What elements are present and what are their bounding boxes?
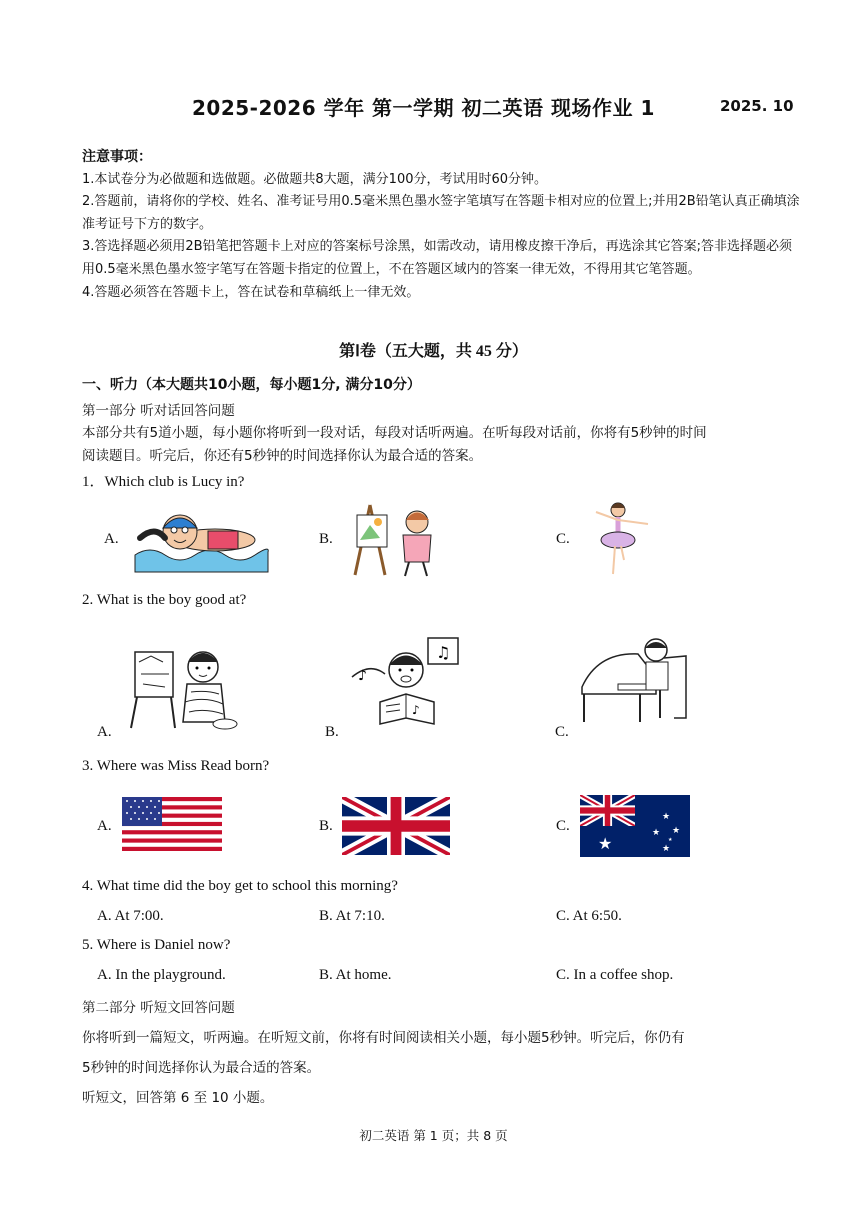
svg-text:★: ★ [672, 826, 681, 836]
part2-intro-line: 你将听到一篇短文，听两遍。在听短文前，你将有时间阅读相关小题，每小题5秒钟。听完后，你仍有 [82, 1030, 685, 1046]
svg-text:★: ★ [652, 828, 661, 838]
svg-text:★: ★ [662, 812, 671, 822]
notice-item: 4.答题必须答在答题卡上，答在试卷和草稿纸上一律无效。 [82, 284, 420, 300]
swimming-icon [130, 500, 270, 575]
svg-text:♪: ♪ [358, 668, 367, 684]
option-b: B. [319, 531, 333, 547]
part2-title: 第二部分 听短文回答问题 [82, 1000, 235, 1016]
question-2: 2. What is the boy good at? [82, 592, 247, 608]
option-b: B. [325, 724, 339, 740]
usa-flag-icon [122, 797, 222, 851]
svg-text:★: ★ [668, 837, 673, 843]
part2-intro-line: 5秒钟的时间选择你认为最合适的答案。 [82, 1060, 321, 1076]
notice-heading: 注意事项： [82, 149, 152, 165]
part1-intro-line: 本部分共有5道小题，每小题你将听到一段对话，每段对话听两遍。在听每段对话前，你将有5秒钟的时间 [82, 425, 707, 441]
option-c: C. At 6:50. [556, 908, 622, 924]
painting-icon [345, 500, 435, 580]
question-3: 3. Where was Miss Read born? [82, 758, 270, 774]
drawing-boy-icon [125, 632, 240, 732]
part2-instruction: 听短文，回答第 6 至 10 小题。 [82, 1090, 274, 1106]
section-title: 一、听力（本大题共10小题，每小题1分, 满分10分） [82, 377, 421, 393]
question-5: 5. Where is Daniel now? [82, 937, 231, 953]
svg-text:♪: ♪ [412, 703, 420, 717]
option-a: A. [97, 724, 112, 740]
option-a: A. At 7:00. [97, 908, 164, 924]
option-c: C. In a coffee shop. [556, 967, 674, 983]
option-c: C. [556, 531, 570, 547]
option-a: A. [104, 531, 119, 547]
singing-boy-icon [350, 632, 462, 732]
svg-text:★: ★ [662, 844, 671, 854]
exam-date: 2025. 10 [720, 97, 794, 115]
option-c: C. [555, 724, 569, 740]
option-c: C. [556, 818, 570, 834]
option-a: A. [97, 818, 112, 834]
notice-item: 3.答选择题必须用2B铅笔把答题卡上对应的答案标号涂黑，如需改动，请用橡皮擦干净后，再选涂其它答案;答非选择题必须用0.5毫米黑色墨水签字笔写在答题卡指定的位置上，不在答题区域内的答案一律无效，不得用其它笔答题。 [82, 239, 792, 277]
option-b: B. [319, 818, 333, 834]
page-footer: 初二英语 第 1 页；共 8 页 [359, 1128, 508, 1143]
question-4: 4. What time did the boy get to school this morning? [82, 878, 398, 894]
svg-text:★: ★ [598, 834, 613, 853]
australia-flag-icon [580, 795, 690, 857]
option-a: A. In the playground. [97, 967, 226, 983]
option-b: B. At home. [319, 967, 392, 983]
notice-block [82, 146, 802, 304]
uk-flag-icon [342, 797, 450, 855]
ballet-icon [586, 498, 656, 578]
notice-item: 1.本试卷分为必做题和选做题。必做题共8大题，满分100分，考试用时60分钟。 [82, 171, 548, 187]
piano-boy-icon [578, 632, 690, 732]
part-title: 第Ⅰ卷（五大题，共 45 分） [339, 343, 528, 360]
option-b: B. At 7:10. [319, 908, 385, 924]
notice-item: 2.答题前，请将你的学校、姓名、准考证号用0.5毫米黑色墨水签字笔填写在答题卡相对应的位置上;并用2B铅笔认真正确填涂准考证号下方的数字。 [82, 194, 800, 232]
part1-title: 第一部分 听对话回答问题 [82, 403, 235, 419]
part1-intro-line: 阅读题目。听完后，你还有5秒钟的时间选择你认为最合适的答案。 [82, 448, 483, 464]
svg-text:♫: ♫ [436, 643, 451, 662]
exam-title: 2025-2026 学年 第一学期 初二英语 现场作业 1 [192, 96, 655, 120]
question-1: 1．Which club is Lucy in? [82, 474, 245, 490]
